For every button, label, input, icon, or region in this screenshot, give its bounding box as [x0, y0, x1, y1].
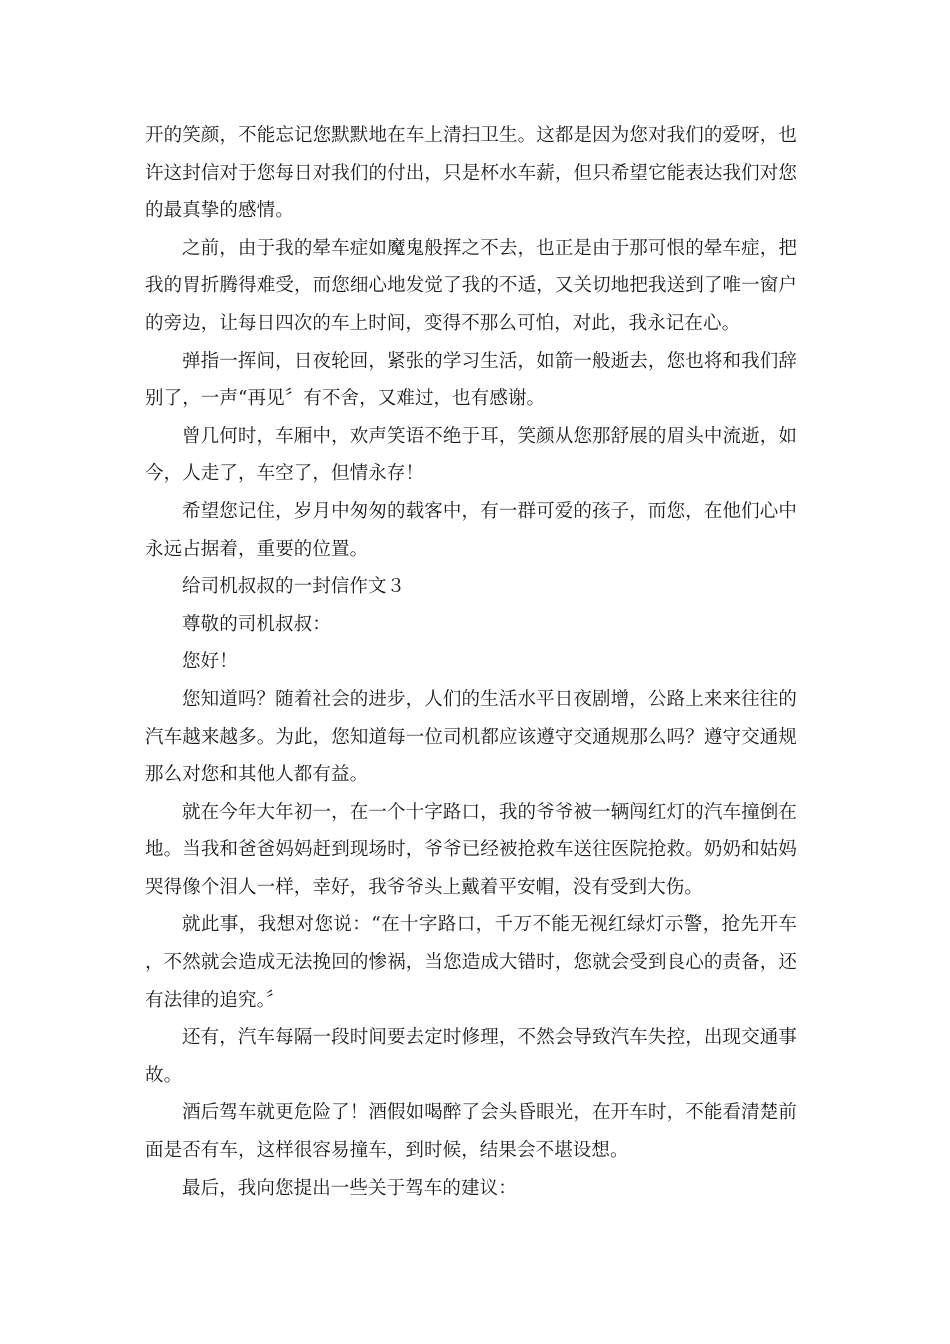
paragraph: 之前，由于我的晕车症如魔鬼般挥之不去，也正是由于那可恨的晕车症，把我的胃折腾得难受，而您细心地发觉了我的不适，又关切地把我送到了唯一窗户的旁边，让每日四次的车上时间，变得不那么可怕，对此，我永记在心。	[145, 237, 797, 334]
paragraph: 就在今年大年初一，在一个十字路口，我的爷爷被一辆闯红灯的汽车撞倒在地。当我和爸爸妈妈赶到现场时，爷爷已经被抢救车送往医院抢救。奶奶和姑妈哭得像个泪人一样，幸好，我爷爷头上戴着平安帽，没有受到大伤。	[145, 801, 797, 898]
salutation: 尊敬的司机叔叔：	[182, 613, 331, 635]
paragraph: 还有，汽车每隔一段时间要去定时修理，不然会导致汽车失控，出现交通事故。	[145, 1027, 797, 1086]
letter-body	[145, 117, 797, 1207]
section-title: 给司机叔叔的一封信作文３	[182, 576, 406, 598]
paragraph: 您知道吗？随着社会的进步，人们的生活水平日夜剧增，公路上来来往往的汽车越来越多。为此，您知道每一位司机都应该遵守交通规那么吗？遵守交通规那么对您和其他人都有益。	[145, 688, 797, 786]
paragraph: 希望您记住，岁月中匆匆的载客中，有一群可爱的孩子，而您，在他们心中永远占据着，重要的位置。	[145, 500, 797, 560]
greeting: 您好！	[182, 651, 238, 673]
paragraph: 弹指一挥间，日夜轮回，紧张的学习生活，如箭一般逝去，您也将和我们辞别了，一声“再见〞有不舍，又难过，也有感谢。	[145, 350, 797, 410]
paragraph: 最后，我向您提出一些关于驾车的建议：	[182, 1177, 517, 1199]
paragraph: 就此事，我想对您说：“在十字路口，千万不能无视红绿灯示警，抢先开车，不然就会造成无法挽回的惨祸，当您造成大错时，您就会受到良心的责备，还有法律的追究。〞	[145, 914, 797, 1011]
paragraph-continuation: 开的笑颜，不能忘记您默默地在车上清扫卫生。这都是因为您对我们的爱呀，也许这封信对于您每日对我们的付出，只是杯水车薪，但只希望它能表达我们对您的最真挚的感情。	[145, 125, 797, 222]
paragraph: 酒后驾车就更危险了！酒假如喝醉了会头昏眼光，在开车时，不能看清楚前面是否有车，这样很容易撞车，到时候，结果会不堪设想。	[145, 1102, 797, 1162]
paragraph: 曾几何时，车厢中，欢声笑语不绝于耳，笑颜从您那舒展的眉头中流逝，如今，人走了，车空了，但情永存！	[145, 425, 797, 485]
